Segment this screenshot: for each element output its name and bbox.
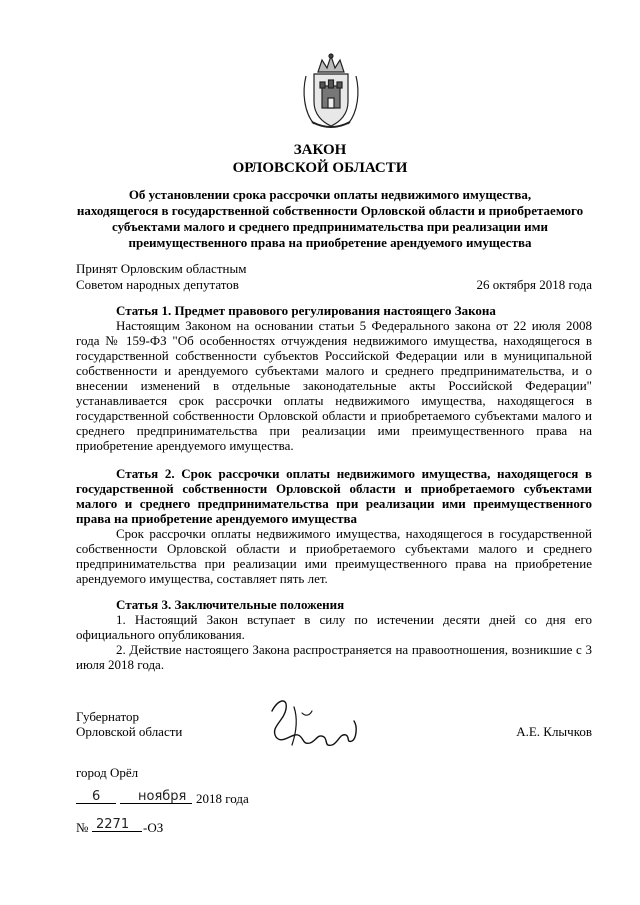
article-heading: Статья 1. Предмет правового регулирования настоящего Закона <box>116 303 496 318</box>
number-suffix: -ОЗ <box>143 820 164 835</box>
article-paragraph: Срок рассрочки оплаты недвижимого имущества, находящегося в государственной собственности Орловской области и приобретаемого субъектами малого и среднего предпринимательства при реализации ими преимущественного права на приобретение арендуемого имущества, составляет пять лет. <box>76 526 592 586</box>
subject-line: субъектами малого и среднего предпринимательства при реализации ими <box>112 219 548 234</box>
day-underline <box>76 803 116 804</box>
adoption-line-2: Советом народных депутатов <box>76 277 239 292</box>
handwritten-signature <box>258 693 366 755</box>
article-2 <box>76 466 592 586</box>
year-text: 2018 года <box>196 791 249 806</box>
signatory-title-2: Орловской области <box>76 724 183 739</box>
subject-line: преимущественного права на приобретение арендуемого имущества <box>128 235 532 250</box>
article-3 <box>76 597 592 672</box>
month-underline <box>120 803 192 804</box>
handwritten-day: 6 <box>92 789 101 804</box>
subject-line: Об установлении срока рассрочки оплаты недвижимого имущества, <box>128 187 532 202</box>
article-paragraph: Настоящим Законом на основании статьи 5 Федерального закона от 22 июля 2008 года № 159-ФЗ "Об особенностях отчуждения недвижимого имущества, находящегося в государственной собственности субъектов Российской Федерации или в муниципальной собственности и арендуемого субъектами малого и среднего предпринимательства, и о внесении изменений в отдельные законодательные акты Российской Федерации" устанавливается срок рассрочки оплаты недвижимого имущества, находящегося в государственной собственности Орловской области и приобретаемого субъектами малого и среднего предпринимательства при реализации ими преимущественного права на приобретение арендуемого имущества. <box>76 318 592 453</box>
article-1 <box>76 303 592 453</box>
number-sign: № <box>76 820 89 835</box>
article-paragraph: 1. Настоящий Закон вступает в силу по истечении десяти дней со дня его официального опубликования. <box>76 612 592 642</box>
region-title: ОРЛОВСКОЙ ОБЛАСТИ <box>232 160 408 176</box>
handwritten-law-number: 2271 <box>96 817 130 832</box>
city-name: город Орёл <box>76 765 139 780</box>
signatory-title-1: Губернатор <box>76 709 139 724</box>
signatory-name: А.Е. Клычков <box>516 724 592 739</box>
adoption-date: 26 октября 2018 года <box>476 277 592 292</box>
article-heading: Статья 3. Заключительные положения <box>116 597 345 612</box>
coat-of-arms-emblem <box>300 52 362 132</box>
document-type-title: ЗАКОН <box>293 142 347 158</box>
number-underline <box>92 831 142 832</box>
article-paragraph: 2. Действие настоящего Закона распространяется на правоотношения, возникшие с 3 июля 2018 года. <box>76 642 592 672</box>
handwritten-month: ноября <box>138 789 187 804</box>
adoption-line-1: Принят Орловским областным <box>76 261 247 276</box>
subject-line: находящегося в государственной собственности Орловской области и приобретаемого <box>76 203 584 218</box>
article-heading: Статья 2. Срок рассрочки оплаты недвижимого имущества, находящегося в государственной собственности Орловской области и приобретаемого субъектами малого и среднего предпринимательства при реализации ими преимущественного права на приобретение арендуемого имущества <box>76 466 592 526</box>
law-subject-title <box>70 187 590 251</box>
